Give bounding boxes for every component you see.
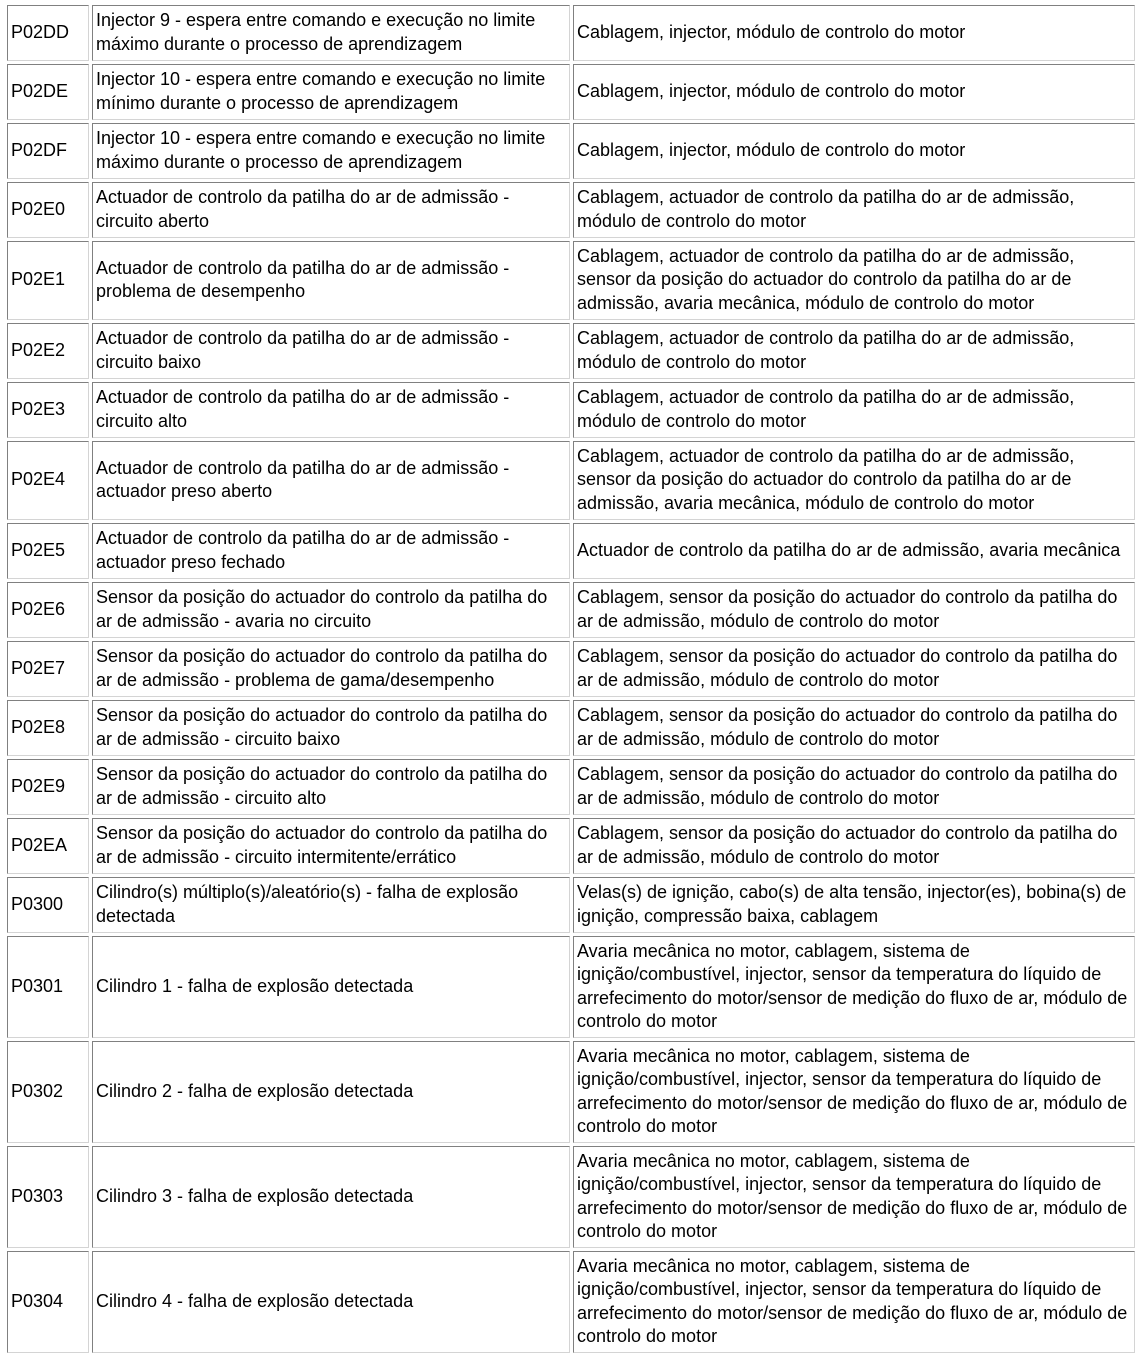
fault-code-cell: P02E9 xyxy=(7,759,89,815)
table-row xyxy=(7,582,1135,638)
fault-description-cell: Actuador de controlo da patilha do ar de admissão - actuador preso fechado xyxy=(92,523,570,579)
table-row xyxy=(7,182,1135,238)
fault-description-cell: Actuador de controlo da patilha do ar de admissão - circuito alto xyxy=(92,382,570,438)
fault-description-cell: Actuador de controlo da patilha do ar de admissão - circuito aberto xyxy=(92,182,570,238)
probable-causes-cell: Cablagem, actuador de controlo da patilha do ar de admissão, módulo de controlo do motor xyxy=(573,382,1135,438)
fault-description-cell: Cilindro 3 - falha de explosão detectada xyxy=(92,1146,570,1248)
fault-code-cell: P02E2 xyxy=(7,323,89,379)
fault-code-cell: P02E3 xyxy=(7,382,89,438)
table-row xyxy=(7,5,1135,61)
probable-causes-cell: Cablagem, injector, módulo de controlo do motor xyxy=(573,64,1135,120)
dtc-table-body xyxy=(7,5,1135,1353)
probable-causes-cell: Cablagem, sensor da posição do actuador do controlo da patilha do ar de admissão, módulo de controlo do motor xyxy=(573,818,1135,874)
fault-code-cell: P02DE xyxy=(7,64,89,120)
table-row xyxy=(7,441,1135,520)
table-row xyxy=(7,123,1135,179)
fault-code-cell: P02DD xyxy=(7,5,89,61)
fault-description-cell: Sensor da posição do actuador do controlo da patilha do ar de admissão - circuito intermitente/errático xyxy=(92,818,570,874)
fault-description-cell: Sensor da posição do actuador do controlo da patilha do ar de admissão - circuito baixo xyxy=(92,700,570,756)
fault-description-cell: Injector 10 - espera entre comando e execução no limite mínimo durante o processo de aprendizagem xyxy=(92,64,570,120)
fault-description-cell: Injector 10 - espera entre comando e execução no limite máximo durante o processo de aprendizagem xyxy=(92,123,570,179)
probable-causes-cell: Cablagem, sensor da posição do actuador do controlo da patilha do ar de admissão, módulo de controlo do motor xyxy=(573,641,1135,697)
fault-description-cell: Cilindro 4 - falha de explosão detectada xyxy=(92,1251,570,1353)
fault-code-cell: P02DF xyxy=(7,123,89,179)
fault-code-cell: P02E4 xyxy=(7,441,89,520)
fault-code-cell: P0304 xyxy=(7,1251,89,1353)
probable-causes-cell: Velas(s) de ignição, cabo(s) de alta tensão, injector(es), bobina(s) de ignição, compressão baixa, cablagem xyxy=(573,877,1135,933)
table-row xyxy=(7,877,1135,933)
fault-code-cell: P0300 xyxy=(7,877,89,933)
fault-description-cell: Injector 9 - espera entre comando e execução no limite máximo durante o processo de aprendizagem xyxy=(92,5,570,61)
probable-causes-cell: Actuador de controlo da patilha do ar de admissão, avaria mecânica xyxy=(573,523,1135,579)
probable-causes-cell: Cablagem, injector, módulo de controlo do motor xyxy=(573,5,1135,61)
table-row xyxy=(7,818,1135,874)
fault-code-cell: P02E1 xyxy=(7,241,89,320)
fault-description-cell: Cilindro 2 - falha de explosão detectada xyxy=(92,1041,570,1143)
probable-causes-cell: Cablagem, sensor da posição do actuador do controlo da patilha do ar de admissão, módulo de controlo do motor xyxy=(573,700,1135,756)
fault-description-cell: Cilindro 1 - falha de explosão detectada xyxy=(92,936,570,1038)
fault-code-cell: P02E7 xyxy=(7,641,89,697)
fault-code-cell: P02E0 xyxy=(7,182,89,238)
fault-code-cell: P0303 xyxy=(7,1146,89,1248)
fault-description-cell: Sensor da posição do actuador do controlo da patilha do ar de admissão - circuito alto xyxy=(92,759,570,815)
table-row xyxy=(7,1146,1135,1248)
fault-description-cell: Actuador de controlo da patilha do ar de admissão - actuador preso aberto xyxy=(92,441,570,520)
probable-causes-cell: Avaria mecânica no motor, cablagem, sistema de ignição/combustível, injector, sensor da temperatura do líquido de arrefecimento do motor/sensor de medição do fluxo de ar, módulo de controlo do motor xyxy=(573,1041,1135,1143)
table-row xyxy=(7,382,1135,438)
fault-code-cell: P02E5 xyxy=(7,523,89,579)
fault-description-cell: Sensor da posição do actuador do controlo da patilha do ar de admissão - avaria no circuito xyxy=(92,582,570,638)
probable-causes-cell: Cablagem, actuador de controlo da patilha do ar de admissão, módulo de controlo do motor xyxy=(573,323,1135,379)
table-row xyxy=(7,1251,1135,1353)
probable-causes-cell: Cablagem, actuador de controlo da patilha do ar de admissão, sensor da posição do actuador do controlo da patilha do ar de admissão, avaria mecânica, módulo de controlo do motor xyxy=(573,441,1135,520)
table-row xyxy=(7,700,1135,756)
probable-causes-cell: Avaria mecânica no motor, cablagem, sistema de ignição/combustível, injector, sensor da temperatura do líquido de arrefecimento do motor/sensor de medição do fluxo de ar, módulo de controlo do motor xyxy=(573,1146,1135,1248)
probable-causes-cell: Avaria mecânica no motor, cablagem, sistema de ignição/combustível, injector, sensor da temperatura do líquido de arrefecimento do motor/sensor de medição do fluxo de ar, módulo de controlo do motor xyxy=(573,936,1135,1038)
fault-description-cell: Cilindro(s) múltiplo(s)/aleatório(s) - falha de explosão detectada xyxy=(92,877,570,933)
table-row xyxy=(7,64,1135,120)
table-row xyxy=(7,936,1135,1038)
dtc-table xyxy=(4,2,1138,1356)
fault-code-cell: P0302 xyxy=(7,1041,89,1143)
fault-code-cell: P02E8 xyxy=(7,700,89,756)
fault-description-cell: Actuador de controlo da patilha do ar de admissão - problema de desempenho xyxy=(92,241,570,320)
probable-causes-cell: Cablagem, sensor da posição do actuador do controlo da patilha do ar de admissão, módulo de controlo do motor xyxy=(573,759,1135,815)
probable-causes-cell: Cablagem, sensor da posição do actuador do controlo da patilha do ar de admissão, módulo de controlo do motor xyxy=(573,582,1135,638)
probable-causes-cell: Avaria mecânica no motor, cablagem, sistema de ignição/combustível, injector, sensor da temperatura do líquido de arrefecimento do motor/sensor de medição do fluxo de ar, módulo de controlo do motor xyxy=(573,1251,1135,1353)
table-row xyxy=(7,759,1135,815)
fault-code-cell: P02E6 xyxy=(7,582,89,638)
table-row xyxy=(7,1041,1135,1143)
fault-code-cell: P02EA xyxy=(7,818,89,874)
table-row xyxy=(7,523,1135,579)
table-row xyxy=(7,323,1135,379)
probable-causes-cell: Cablagem, actuador de controlo da patilha do ar de admissão, módulo de controlo do motor xyxy=(573,182,1135,238)
table-row xyxy=(7,641,1135,697)
fault-code-cell: P0301 xyxy=(7,936,89,1038)
fault-description-cell: Actuador de controlo da patilha do ar de admissão - circuito baixo xyxy=(92,323,570,379)
table-row xyxy=(7,241,1135,320)
fault-description-cell: Sensor da posição do actuador do controlo da patilha do ar de admissão - problema de gama/desempenho xyxy=(92,641,570,697)
probable-causes-cell: Cablagem, injector, módulo de controlo do motor xyxy=(573,123,1135,179)
probable-causes-cell: Cablagem, actuador de controlo da patilha do ar de admissão, sensor da posição do actuador do controlo da patilha do ar de admissão, avaria mecânica, módulo de controlo do motor xyxy=(573,241,1135,320)
